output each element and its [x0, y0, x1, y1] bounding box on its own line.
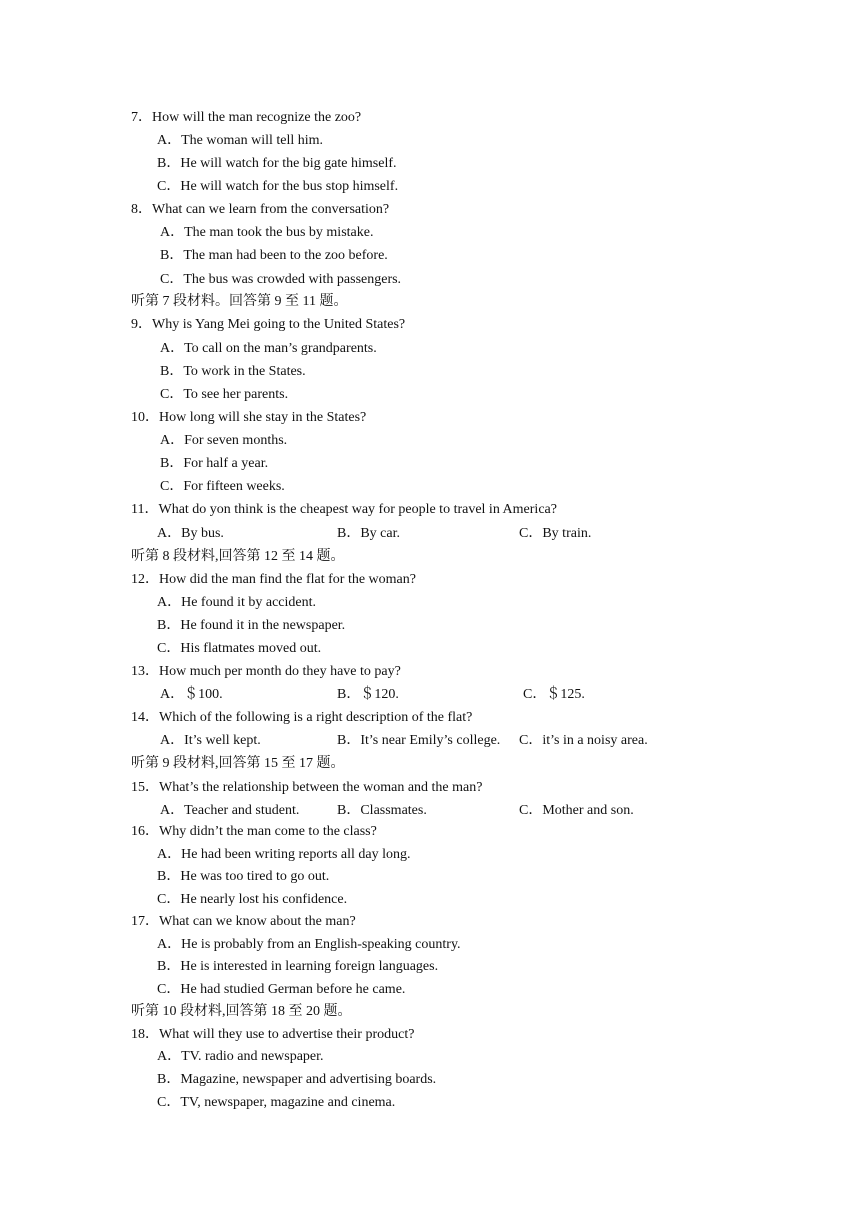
answer-option: C．To see her parents. — [160, 387, 289, 402]
answer-option: A．TV. radio and newspaper. — [157, 1049, 324, 1064]
section-heading: 听第 7 段材料。回答第 9 至 11 题。 — [131, 294, 348, 309]
section-heading: 听第 9 段材料,回答第 15 至 17 题。 — [131, 756, 345, 771]
answer-option: A．He had been writing reports all day long. — [157, 847, 411, 862]
answer-option: B．The man had been to the zoo before. — [160, 248, 388, 263]
answer-option: C．By train. — [519, 526, 592, 541]
answer-option: C．He had studied German before he came. — [157, 982, 406, 997]
answer-option: A．It’s well kept. — [160, 733, 261, 748]
question-stem: 11．What do yon think is the cheapest way for people to travel in America? — [131, 502, 557, 517]
answer-option: A．The woman will tell him. — [157, 133, 324, 148]
question-stem: 9．Why is Yang Mei going to the United States? — [131, 317, 406, 332]
answer-option: B．Magazine, newspaper and advertising boards. — [157, 1072, 437, 1087]
answer-option: A．To call on the man’s grandparents. — [160, 341, 377, 356]
answer-option: B．To work in the States. — [160, 364, 306, 379]
answer-option: A．For seven months. — [160, 433, 288, 448]
answer-option: C．The bus was crowded with passengers. — [160, 272, 402, 287]
answer-option: C．Mother and son. — [519, 803, 634, 818]
question-stem: 13．How much per month do they have to pay? — [131, 664, 401, 679]
answer-option: B．By car. — [337, 526, 400, 541]
answer-option: A．Teacher and student. — [160, 803, 300, 818]
answer-option: C．＄125. — [523, 687, 585, 702]
answer-option: B．It’s near Emily’s college. — [337, 733, 501, 748]
question-stem: 7．How will the man recognize the zoo? — [131, 110, 362, 125]
question-stem: 15．What’s the relationship between the woman and the man? — [131, 780, 483, 795]
answer-option: C．TV, newspaper, magazine and cinema. — [157, 1095, 396, 1110]
section-heading: 听第 10 段材料,回答第 18 至 20 题。 — [131, 1004, 352, 1019]
answer-option: C．For fifteen weeks. — [160, 479, 285, 494]
answer-option: C．He will watch for the bus stop himself. — [157, 179, 399, 194]
answer-option: B．＄120. — [337, 687, 399, 702]
question-stem: 17．What can we know about the man? — [131, 914, 356, 929]
question-stem: 16．Why didn’t the man come to the class? — [131, 824, 377, 839]
answer-option: C．His flatmates moved out. — [157, 641, 322, 656]
section-heading: 听第 8 段材料,回答第 12 至 14 题。 — [131, 549, 345, 564]
answer-option: A．＄100. — [160, 687, 223, 702]
answer-option: B．He will watch for the big gate himself. — [157, 156, 397, 171]
question-stem: 8．What can we learn from the conversation? — [131, 202, 390, 217]
answer-option: B．He was too tired to go out. — [157, 869, 330, 884]
answer-option: A．He is probably from an English-speaking country. — [157, 937, 461, 952]
answer-option: B．He found it in the newspaper. — [157, 618, 346, 633]
answer-option: B．Classmates. — [337, 803, 427, 818]
answer-option: A．He found it by accident. — [157, 595, 317, 610]
answer-option: C．He nearly lost his confidence. — [157, 892, 348, 907]
answer-option: A．The man took the bus by mistake. — [160, 225, 374, 240]
question-stem: 14．Which of the following is a right description of the flat? — [131, 710, 473, 725]
question-stem: 18．What will they use to advertise their product? — [131, 1027, 415, 1042]
answer-option: A．By bus. — [157, 526, 224, 541]
answer-option: C．it’s in a noisy area. — [519, 733, 648, 748]
answer-option: B．For half a year. — [160, 456, 269, 471]
answer-option: B．He is interested in learning foreign languages. — [157, 959, 439, 974]
question-stem: 12．How did the man find the flat for the woman? — [131, 572, 416, 587]
question-stem: 10．How long will she stay in the States? — [131, 410, 367, 425]
